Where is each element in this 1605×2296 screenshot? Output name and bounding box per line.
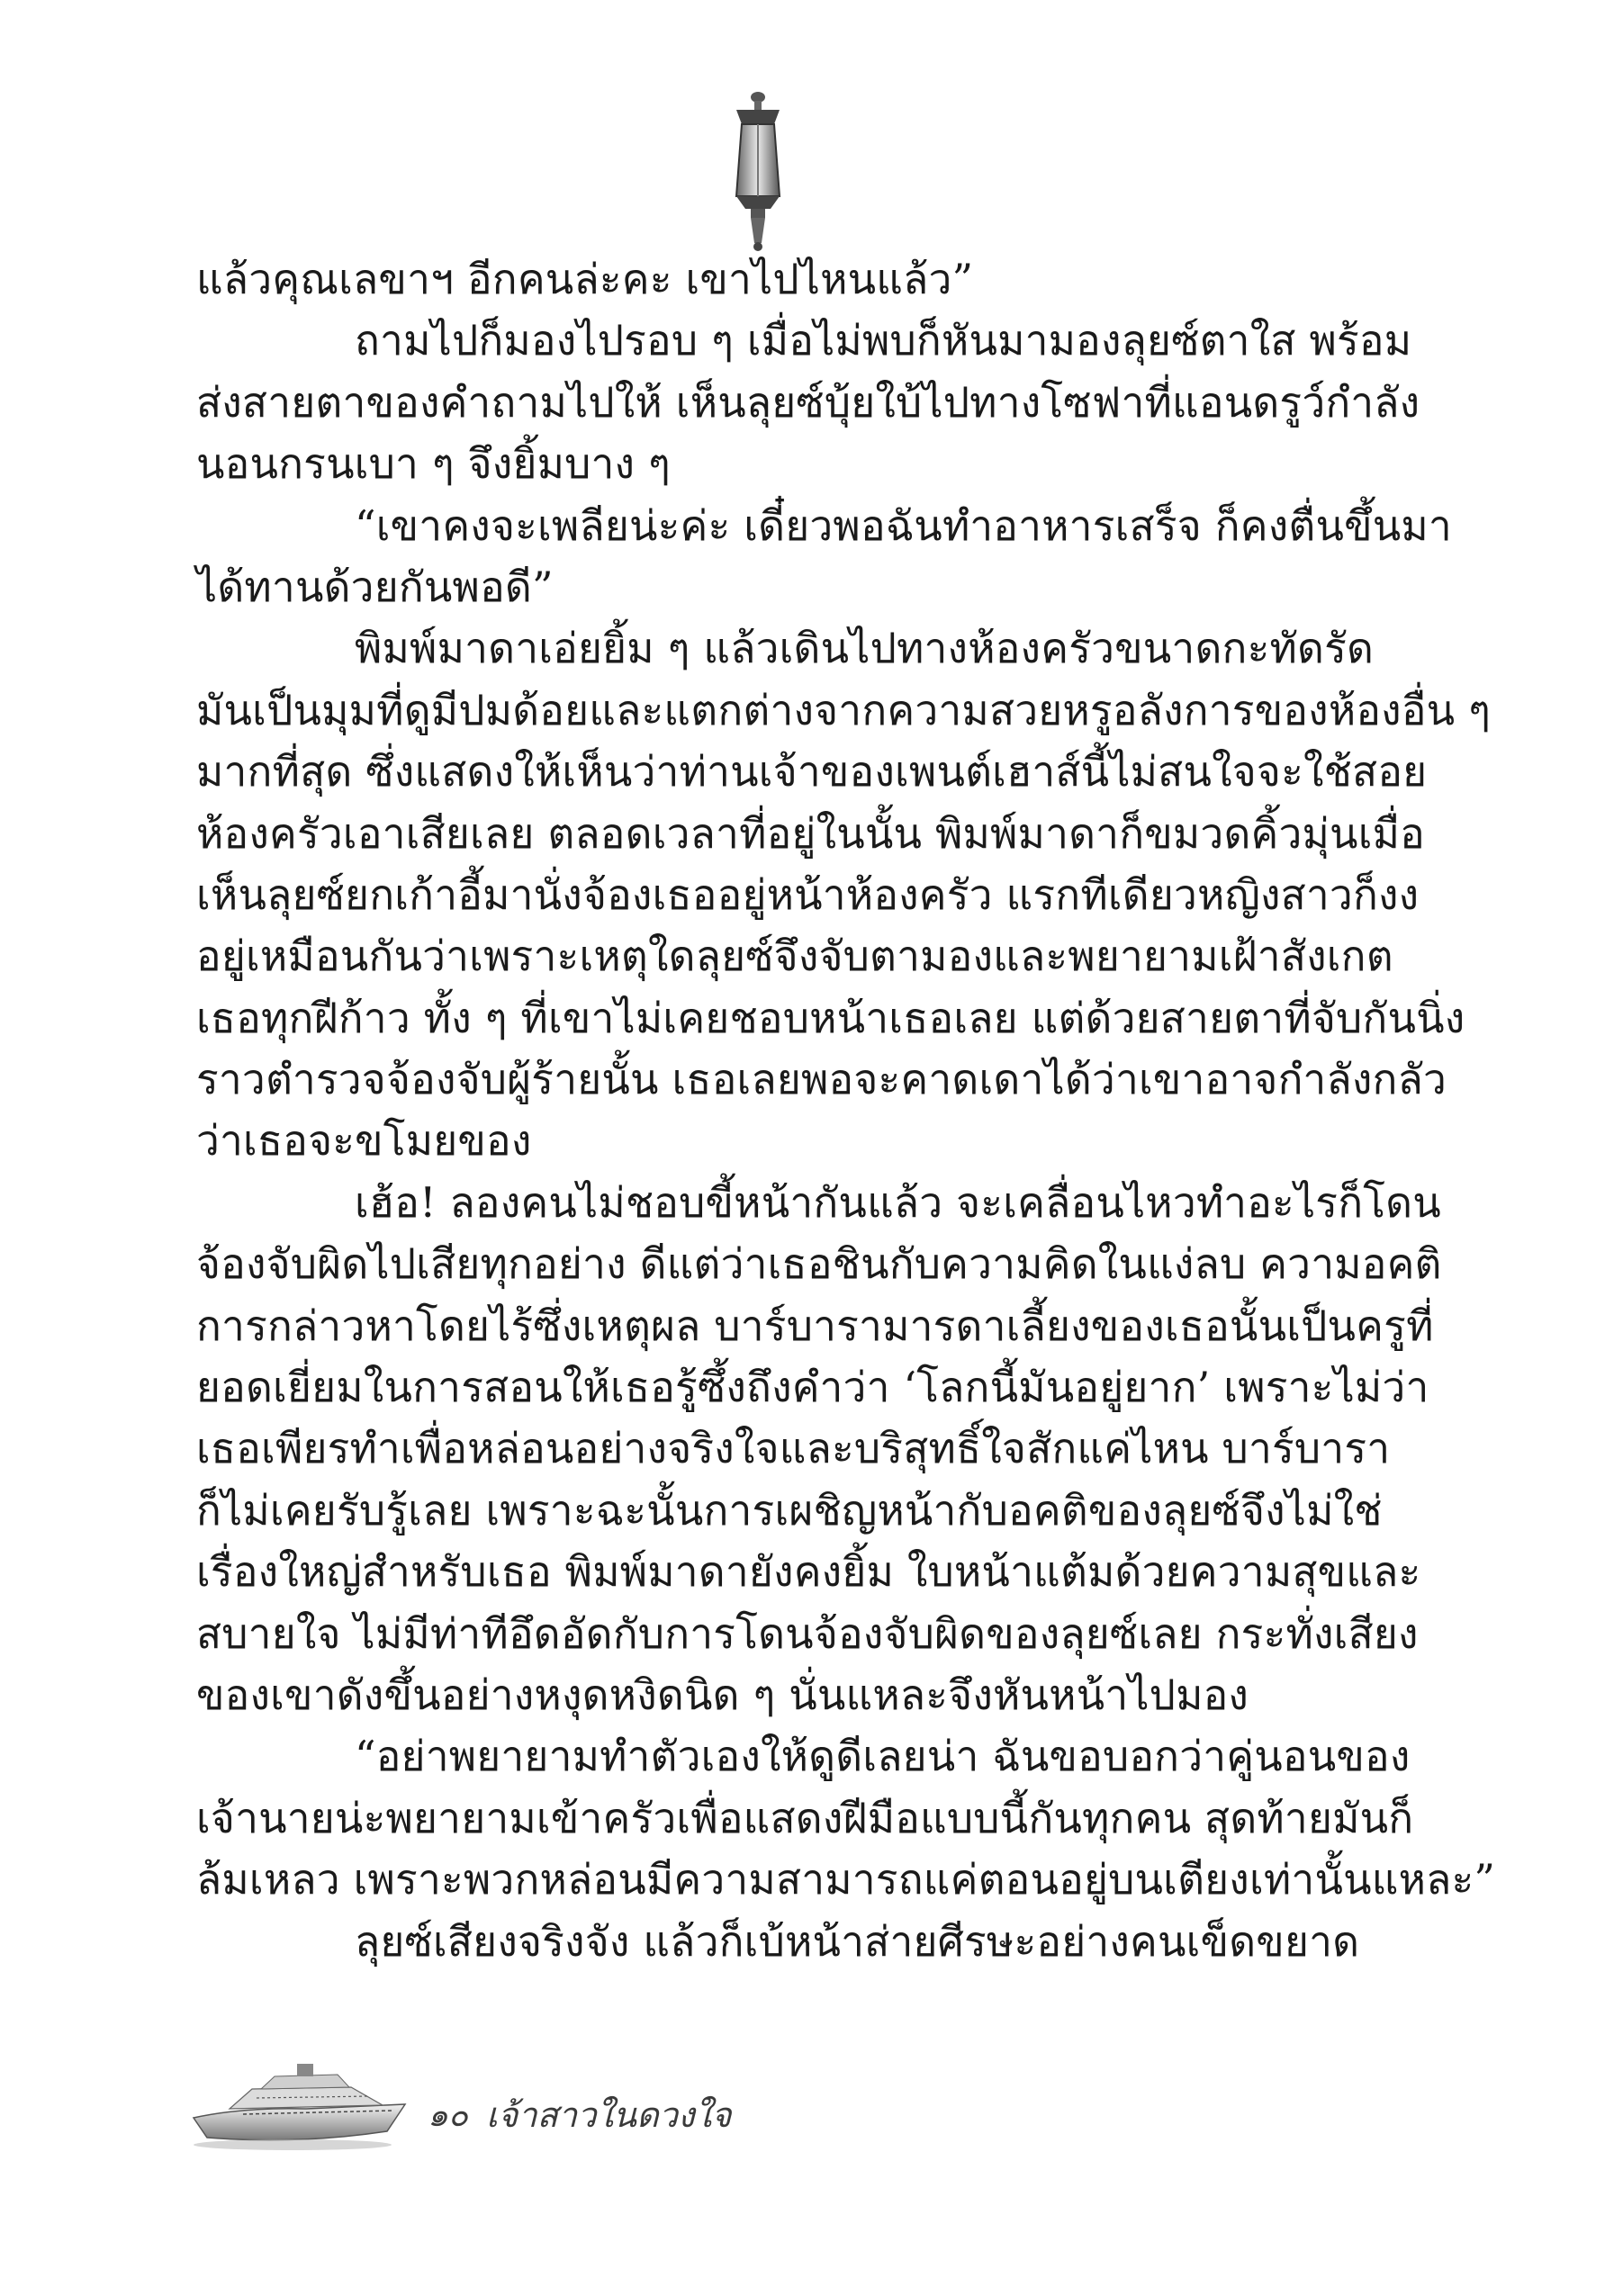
text-line: ได้ทานด้วยกันพอดี” <box>196 562 554 611</box>
text-line: มันเป็นมุมที่ดูมีปมด้อยและแตกต่างจากความสวยหรูอลังการของห้องอื่น ๆ <box>196 685 1492 734</box>
text-line: เห็นลุยซ์ยกเก้าอี้มานั่งจ้องเธออยู่หน้าห้องครัว แรกทีเดียวหญิงสาวก็งง <box>196 869 1420 919</box>
text-line: นอนกรนเบา ๆ จึงยิ้มบาง ๆ <box>196 439 671 489</box>
text-line: “อย่าพยายามทำตัวเองให้ดูดีเลยน่า ฉันขอบอกว่าคู่นอนของ <box>355 1732 1411 1781</box>
text-line: จ้องจับผิดไปเสียทุกอย่าง ดีแต่ว่าเธอชินกับความคิดในแง่ลบ ความอคติ <box>196 1239 1442 1289</box>
text-line: เธอทุกฝีก้าว ทั้ง ๆ ที่เขาไม่เคยชอบหน้าเธอเลย แต่ด้วยสายตาที่จับกันนิ่ง <box>196 993 1465 1042</box>
text-line: ล้มเหลว เพราะพวกหล่อนมีความสามารถแค่ตอนอยู่บนเตียงเท่านั้นแหละ” <box>196 1855 1496 1904</box>
text-line: “เขาคงจะเพลียน่ะค่ะ เดี๋ยวพอฉันทำอาหารเสร็จ ก็คงตื่นขึ้นมา <box>355 500 1452 550</box>
text-line: ถามไปก็มองไปรอบ ๆ เมื่อไม่พบก็หันมามองลุยซ์ตาใส พร้อม <box>355 316 1412 365</box>
text-line: พิมพ์มาดาเอ่ยยิ้ม ๆ แล้วเดินไปทางห้องครัวขนาดกะทัดรัด <box>355 624 1375 673</box>
text-line: การกล่าวหาโดยไร้ซึ่งเหตุผล บาร์บารามารดาเลี้ยงของเธอนั้นเป็นครูที่ <box>196 1301 1434 1350</box>
text-line: ราวตำรวจจ้องจับผู้ร้ายนั้น เธอเลยพอจะคาดเดาได้ว่าเขาอาจกำลังกลัว <box>196 1055 1447 1104</box>
cruise-ship-icon <box>189 2055 410 2154</box>
text-line: มากที่สุด ซึ่งแสดงให้เห็นว่าท่านเจ้าของเพนต์เฮาส์นี้ไม่สนใจจะใช้สอย <box>196 747 1428 797</box>
body-text <box>196 248 1496 1972</box>
text-line: เธอเพียรทำเพื่อหล่อนอย่างจริงใจและบริสุทธิ์ใจสักแค่ไหน บาร์บารา <box>196 1424 1391 1473</box>
page-number: ๑๐ <box>428 2097 468 2134</box>
text-line: เจ้านายน่ะพยายามเข้าครัวเพื่อแสดงฝีมือแบบนี้กันทุกคน สุดท้ายมันก็ <box>196 1793 1414 1842</box>
text-line: ว่าเธอจะขโมยของ <box>196 1116 532 1166</box>
page-footer <box>189 2055 999 2154</box>
text-line: ของเขาดังขึ้นอย่างหงุดหงิดนิด ๆ นั่นแหละจึงหันหน้าไปมอง <box>196 1670 1249 1719</box>
text-line: ยอดเยี่ยมในการสอนให้เธอรู้ซึ้งถึงคำว่า ‘โลกนี้มันอยู่ยาก’ เพราะไม่ว่า <box>196 1363 1429 1412</box>
text-line: แล้วคุณเลขาฯ อีกคนล่ะคะ เขาไปไหนแล้ว” <box>196 255 974 303</box>
text-line: ลุยซ์เสียงจริงจัง แล้วก็เบ้หน้าส่ายศีรษะอย่างคนเข็ดขยาด <box>355 1916 1360 1966</box>
text-line: สบายใจ ไม่มีท่าทีอึดอัดกับการโดนจ้องจับผิดของลุยซ์เลย กระทั่งเสียง <box>196 1608 1419 1658</box>
book-title: เจ้าสาวในดวงใจ <box>486 2095 732 2135</box>
text-line: เฮ้อ! ลองคนไม่ชอบขี้หน้ากันแล้ว จะเคลื่อนไหวทำอะไรก็โดน <box>355 1177 1441 1227</box>
lantern-icon <box>727 90 789 252</box>
text-line: เรื่องใหญ่สำหรับเธอ พิมพ์มาดายังคงยิ้ม ใบหน้าแต้มด้วยความสุขและ <box>196 1547 1421 1597</box>
text-line: ส่งสายตาของคำถามไปให้ เห็นลุยซ์บุ้ยใบ้ไปทางโซฟาที่แอนดรูว์กำลัง <box>196 377 1420 427</box>
text-line: ก็ไม่เคยรับรู้เลย เพราะฉะนั้นการเผชิญหน้ากับอคติของลุยซ์จึงไม่ใช่ <box>196 1485 1383 1535</box>
text-line: ห้องครัวเอาเสียเลย ตลอดเวลาที่อยู่ในนั้น พิมพ์มาดาก็ขมวดคิ้วมุ่นเมื่อ <box>196 808 1425 858</box>
text-line: อยู่เหมือนกันว่าเพราะเหตุใดลุยซ์จึงจับตามองและพยายามเฝ้าสังเกต <box>196 932 1393 981</box>
